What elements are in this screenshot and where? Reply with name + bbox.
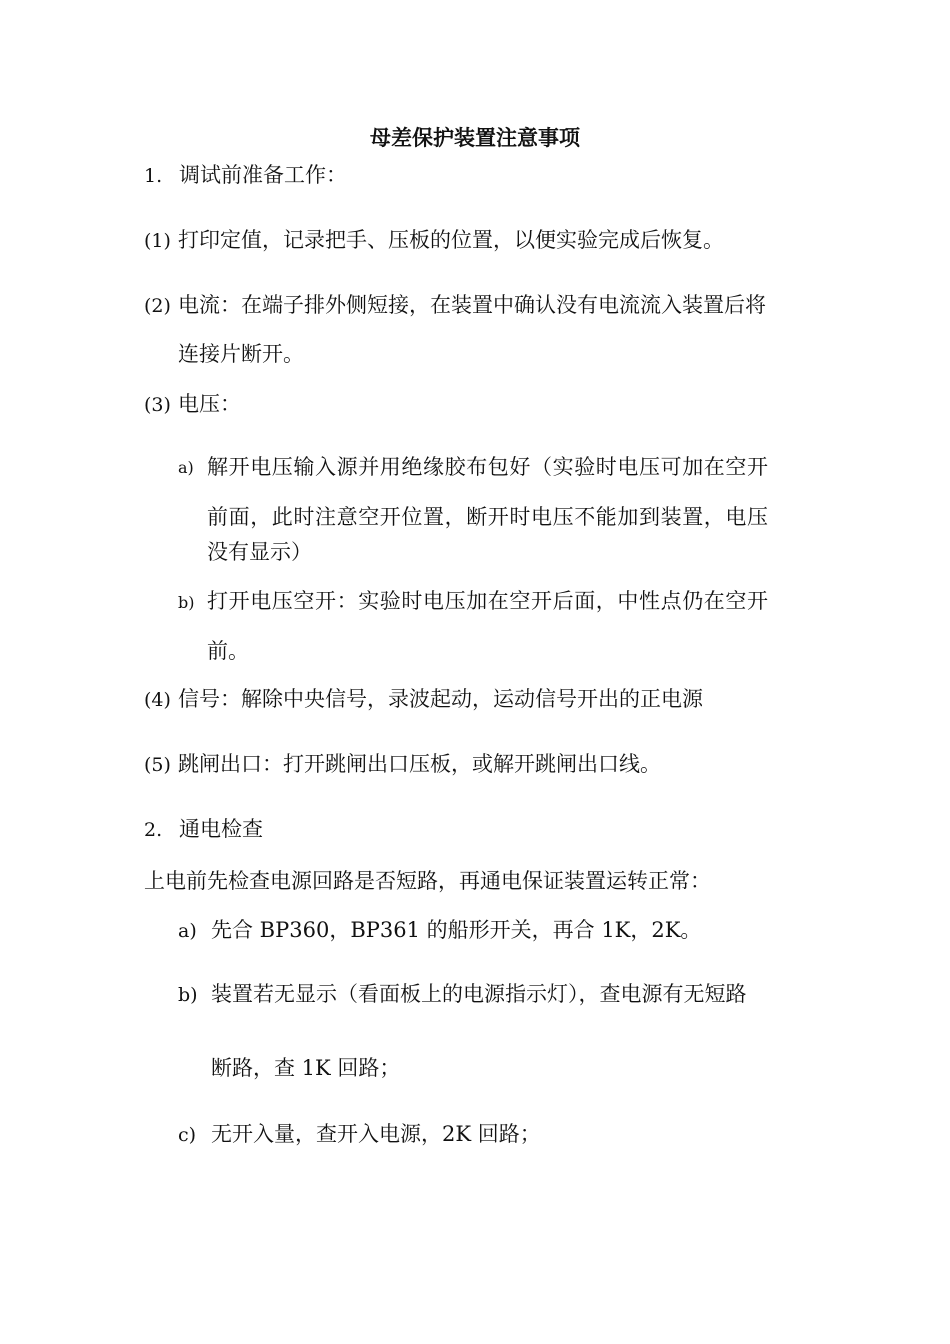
section-2-item-a-marker: a): [178, 920, 197, 942]
section-2-item-c-marker: c): [178, 1124, 197, 1146]
item-4-text: 信号：解除中央信号，录波起动，运动信号开出的正电源: [178, 687, 703, 711]
item-2-text-line-1: 电流：在端子排外侧短接，在装置中确认没有电流流入装置后将: [178, 293, 766, 317]
item-3b-marker: b): [178, 593, 195, 612]
item-3a-text-line-2: 前面，此时注意空开位置，断开时电压不能加到装置，电压: [207, 505, 769, 529]
section-1-heading: 调试前准备工作：: [179, 163, 347, 187]
item-5-marker: (5): [144, 754, 171, 776]
section-1-number: 1.: [144, 165, 163, 187]
item-2-marker: (2): [144, 295, 171, 317]
section-2-item-b-text-line-2: 断路，查 1K 回路；: [211, 1056, 401, 1080]
item-1-text: 打印定值，记录把手、压板的位置，以便实验完成后恢复。: [178, 228, 724, 252]
section-2-item-a-text: 先合 BP360，BP361 的船形开关，再合 1K，2K。: [211, 918, 702, 942]
section-2-item-b-marker: b): [178, 984, 198, 1006]
item-3b-text-line-2: 前。: [207, 639, 249, 663]
item-3a-text-line-1: 解开电压输入源并用绝缘胶布包好（实验时电压可加在空开: [207, 455, 769, 479]
item-5-text: 跳闸出口：打开跳闸出口压板，或解开跳闸出口线。: [178, 752, 661, 776]
section-2-heading: 通电检查: [179, 817, 263, 841]
section-2-number: 2.: [144, 819, 163, 841]
item-3b-text-line-1: 打开电压空开：实验时电压加在空开后面，中性点仍在空开: [207, 589, 769, 613]
item-3a-marker: a): [178, 458, 194, 477]
item-1-marker: (1): [144, 230, 171, 252]
section-2-item-b-text-line-1: 装置若无显示（看面板上的电源指示灯），查电源有无短路: [211, 982, 747, 1006]
item-3-text: 电压：: [178, 392, 241, 416]
item-4-marker: (4): [144, 689, 171, 711]
item-3a-text-line-3: 没有显示）: [207, 540, 312, 564]
section-2-item-c-text: 无开入量，查开入电源，2K 回路；: [211, 1122, 541, 1146]
page-title: 母差保护装置注意事项: [370, 125, 580, 150]
item-2-text-line-2: 连接片断开。: [178, 342, 304, 366]
section-2-intro: 上电前先检查电源回路是否短路，再通电保证装置运转正常：: [144, 869, 711, 893]
item-3-marker: (3): [144, 394, 171, 416]
